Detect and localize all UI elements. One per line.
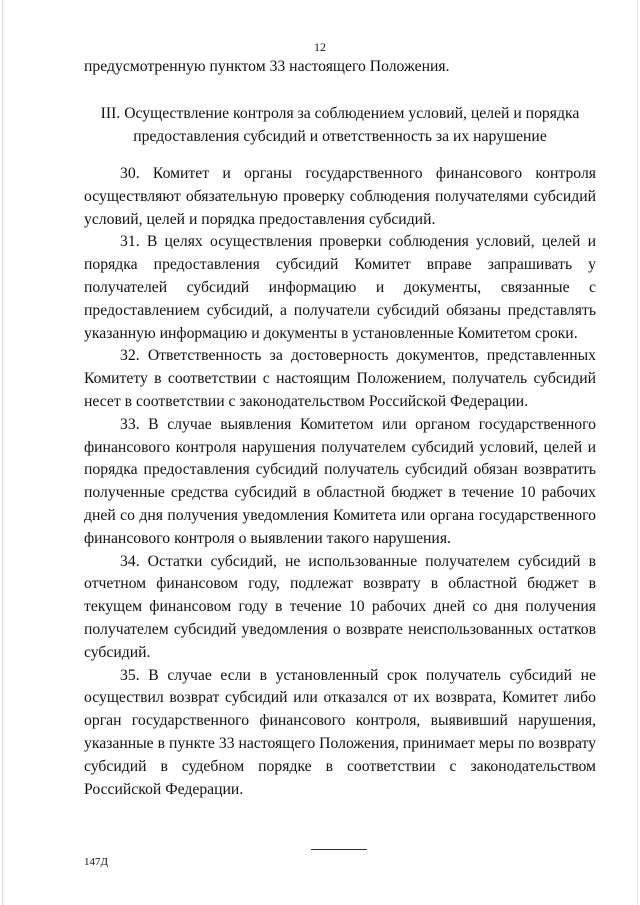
paragraph-list [84,163,596,801]
section-heading-line-2: предоставления субсидий и ответственность за их нарушение [133,127,547,145]
document-code: 147Д [84,856,109,868]
page-edge-left [2,0,3,905]
lead-text: предусмотренную пунктом 33 настоящего Положения. [84,58,450,75]
paragraph-31: 31. В целях осуществления проверки соблюдения условий, целей и порядка предоставления субсидий Комитет вправе запрашивать у получателей субсидий информацию и документы, связанные с предоставлением субсидий, а получатели субсидий обязаны представлять указанную информацию и документы в установленные Комитетом сроки. [84,233,596,342]
page-number: 12 [314,40,326,54]
paragraph-32: 32. Ответственность за достоверность документов, представленных Комитету в соответствии с настоящим Положением, получатель субсидий несет в соответствии с законодательством Российской Федерации. [84,347,596,410]
section-heading-line-1: III. Осуществление контроля за соблюдением условий, целей и порядка [100,105,580,122]
paragraph-30: 30. Комитет и органы государственного финансового контроля осуществляют обязательную проверку соблюдения получателями субсидий условий, целей и порядка предоставления субсидий. [84,165,596,228]
paragraph-34: 34. Остатки субсидий, не использованные получателем субсидий в отчетном финансовом году, подлежат возврату в областной бюджет в текущем финансовом году в течение 10 рабочих дней со дня получения получателем субсидий уведомления о возврате неиспользованных остатков субсидий. [84,552,596,661]
paragraph-35: 35. В случае если в установленный срок получатель субсидий не осуществил возврат субсидий или отказался от их возврата, Комитет либо орган государственного финансового контроля, выявивший нарушения, указанные в пункте 33 настоящего Положения, принимает меры по возврату субсидий в судебном порядке в соответствии с законодательством Российской Федерации. [84,666,596,798]
footer-rule [311,849,367,850]
section-heading [60,103,620,149]
paragraph-33: 33. В случае выявления Комитетом или органом государственного финансового контроля нарушения получателем субсидий условий, целей и порядка предоставления субсидий получатель субсидий обязан возвратить полученные средства субсидий в областной бюджет в течение 10 рабочих дней со дня получения уведомления Комитета или органа государственного финансового контроля о выявлении такого нарушения. [84,415,596,547]
page-edge-right [637,0,638,905]
